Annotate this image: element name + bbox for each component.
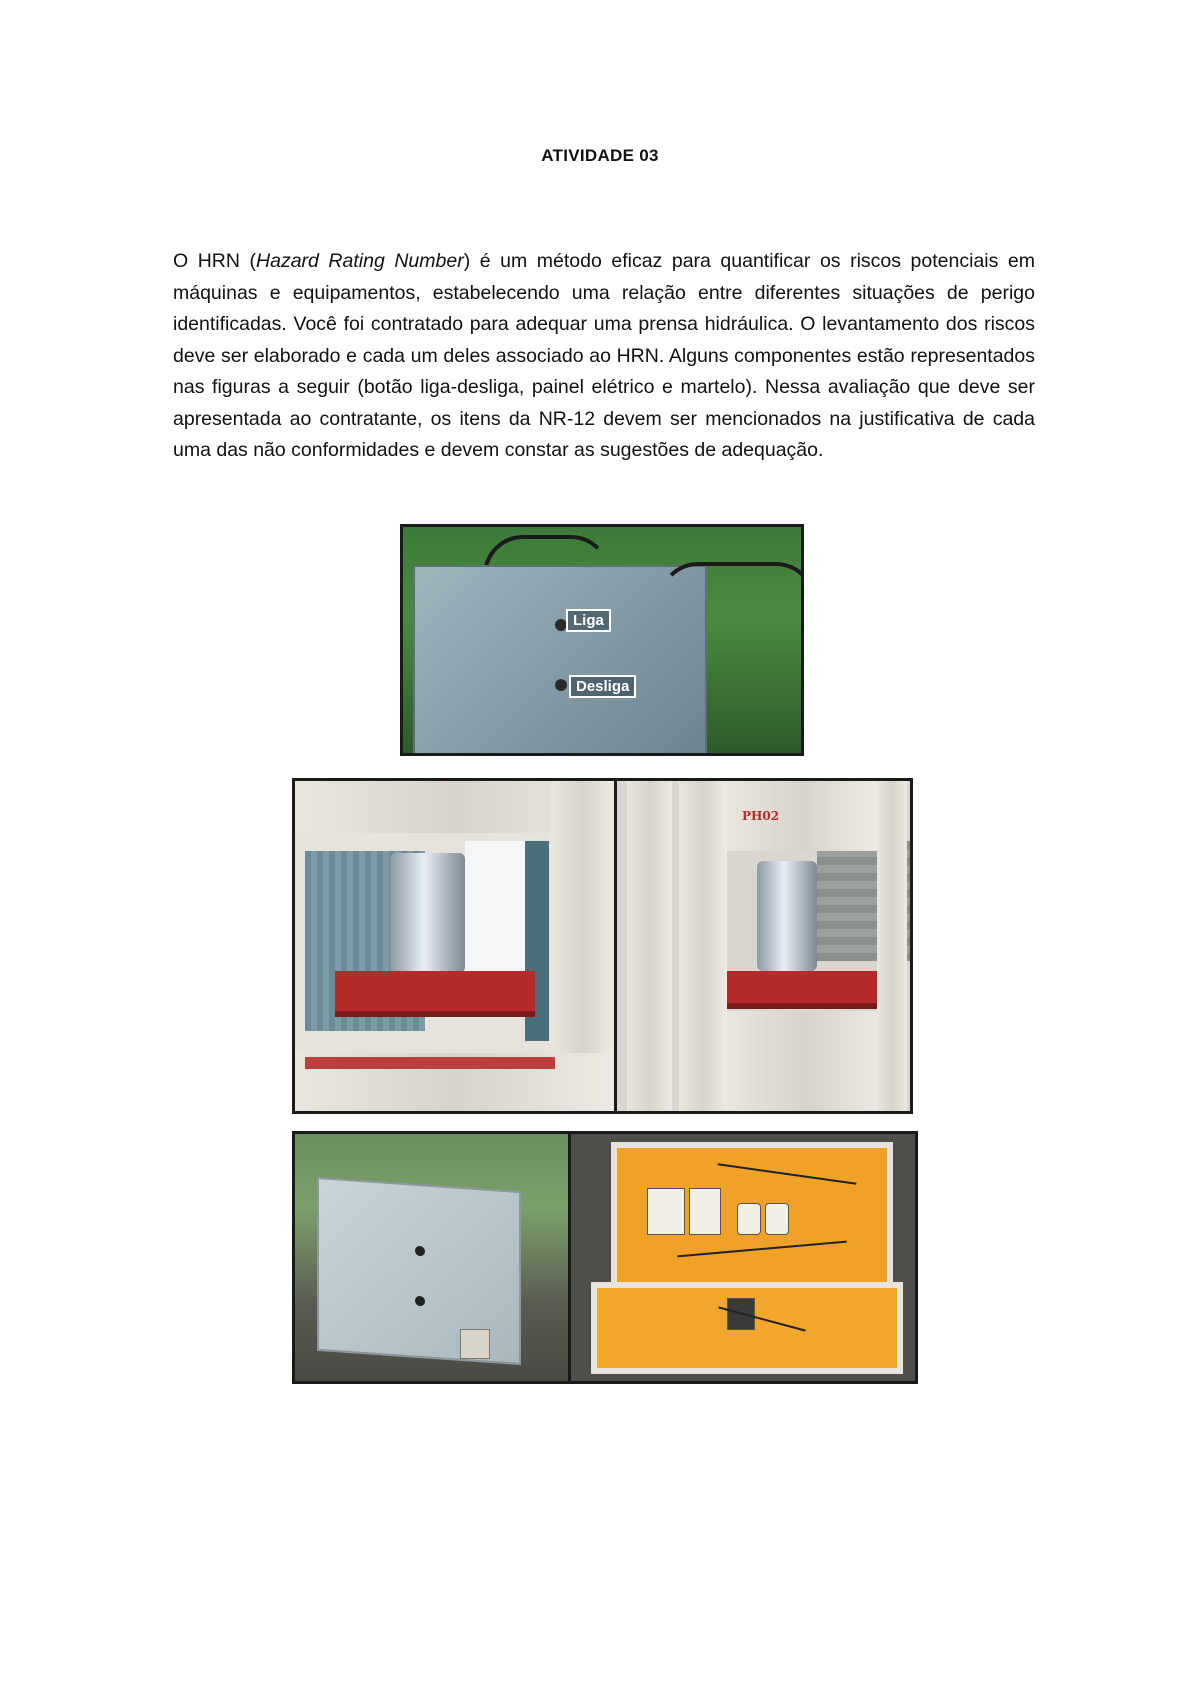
- press-side-view: [617, 781, 913, 1111]
- press-front-view: [295, 781, 614, 1111]
- switch-hole: [415, 1296, 425, 1307]
- off-button: [555, 679, 567, 691]
- press-column: [679, 781, 727, 1111]
- press-red-platen: [727, 971, 877, 1009]
- contactor: [689, 1188, 721, 1235]
- press-cylinder: [390, 853, 465, 973]
- press-column: [877, 781, 907, 1111]
- hydraulic-press-photo: [292, 778, 913, 1114]
- page-title: ATIVIDADE 03: [541, 146, 659, 165]
- cable: [658, 562, 804, 730]
- open-panel-base: [591, 1282, 903, 1374]
- cable-connector: [460, 1329, 490, 1359]
- fuse: [737, 1203, 761, 1235]
- contactor: [647, 1188, 685, 1235]
- electrical-panel-photo: [292, 1131, 918, 1384]
- open-panel-door: [611, 1142, 893, 1294]
- wire: [677, 1241, 847, 1258]
- paragraph-italic-term: Hazard Rating Number: [256, 250, 464, 272]
- paragraph-text-rest: ) é um método eficaz para quantificar os riscos potenciais em máquinas e equipamentos, estabelecendo uma relação entre diferentes situações de perigo identificadas. Você foi contratado para adequar uma prensa hidráulica. O levantamento dos riscos deve ser elaborado e cada um deles associado ao HRN. Alguns componentes estão representados nas figuras a seguir (botão liga-desliga, painel elétrico e martelo). Nessa avaliação que deve ser apresentada ao contratante, os itens da NR-12 devem ser mencionados na justificativa de cada uma das não conformidades e devem constar as sugestões de adequação.: [173, 250, 1036, 461]
- on-label: Liga: [566, 609, 611, 632]
- off-label: Desliga: [569, 675, 636, 698]
- closed-panel-view: [295, 1134, 568, 1381]
- switch-box-photo: [400, 524, 804, 756]
- press-cylinder: [757, 861, 817, 971]
- paragraph-text-start: O HRN (: [173, 250, 257, 272]
- switch-hole: [415, 1246, 425, 1257]
- press-base: [727, 1011, 887, 1111]
- body-paragraph: [173, 246, 1035, 467]
- fuse: [765, 1203, 789, 1235]
- wire: [718, 1163, 857, 1184]
- press-column: [627, 781, 672, 1111]
- machine-id-plate: PH02: [742, 809, 780, 823]
- press-red-platen: [335, 971, 535, 1017]
- base-rust-strip: [305, 1057, 555, 1069]
- open-panel-view: [571, 1134, 918, 1381]
- closed-panel-box: [317, 1177, 521, 1365]
